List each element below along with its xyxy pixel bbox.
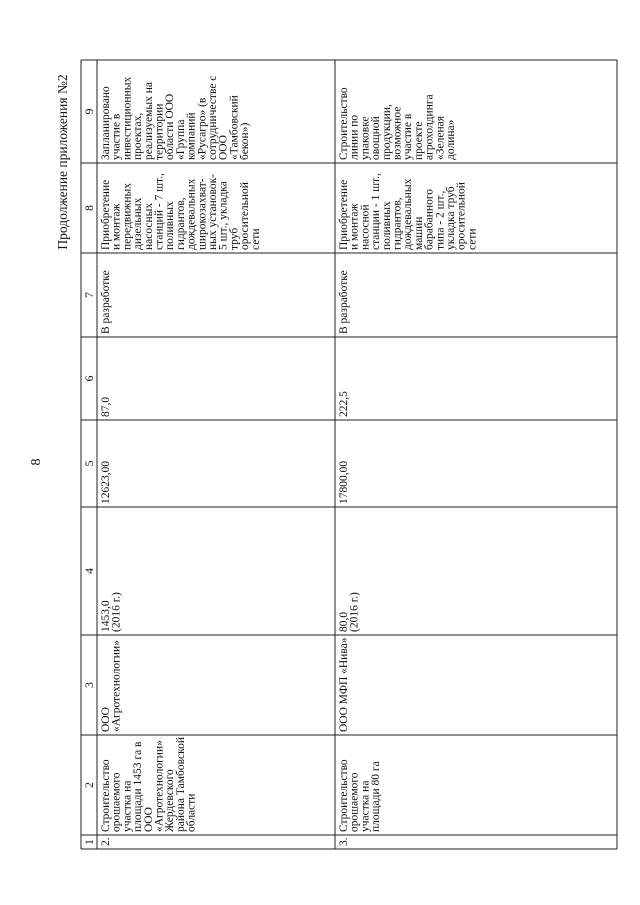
cell-col8: поливных — [164, 201, 177, 250]
cell-col2: Строительство — [100, 759, 112, 832]
cell-col9: участие в — [110, 113, 123, 160]
cell-col9: возможное — [391, 106, 404, 160]
cell-col3: ООО — [100, 707, 112, 732]
cell-col2: участка на — [121, 780, 134, 832]
cell-col9: компаний — [185, 112, 198, 160]
cell-col9: упаковке — [359, 116, 372, 160]
cell-col9: агрохолдинга — [423, 94, 436, 160]
cell-col8: гидрантов, — [174, 197, 187, 250]
cell-col3: ООО МФП «Нива» — [338, 637, 350, 732]
cell-col2: Строительство — [338, 759, 350, 832]
column-number-1: 1 — [82, 839, 96, 845]
cell-col2: площади 1453 га в — [132, 741, 145, 832]
page-number: 8 — [29, 458, 44, 466]
cell-col9: продукции, — [380, 104, 393, 160]
cell-col8: Приобретение — [100, 179, 112, 250]
cell-col8: дизельных — [132, 197, 145, 250]
cell-col5: 12623,00 — [100, 460, 112, 504]
cell-col7: В разработке — [338, 270, 350, 334]
cell-col8: машин — [412, 216, 425, 250]
continuation-title: Продолжение приложения №2 — [55, 74, 70, 250]
cell-col2: района Тамбовской — [174, 737, 187, 832]
cell-col4: 1453,0 — [100, 600, 112, 632]
cell-col9: «Тамбовский — [228, 95, 241, 160]
cell-col9: реализуемых на — [142, 82, 155, 160]
column-number-4: 4 — [82, 568, 96, 574]
cell-col2: ООО — [142, 807, 155, 832]
cell-col7: В разработке — [100, 270, 112, 334]
cell-col2: орошаемого — [110, 772, 123, 832]
cell-col8: укладка труб — [445, 186, 457, 250]
column-number-5: 5 — [82, 460, 96, 467]
cell-col8: ных установок- — [207, 173, 219, 250]
cell-col2: Жердевского — [164, 769, 177, 832]
row-number: 3. — [338, 837, 350, 846]
cell-col2: области — [185, 793, 198, 832]
column-number-7: 7 — [82, 292, 96, 298]
cell-col8: Приобретение — [338, 179, 350, 250]
cell-col8: насосной — [359, 204, 372, 250]
cell-col8: сети — [249, 228, 262, 250]
cell-col8: труб — [228, 227, 241, 250]
cell-col8: 5 шт., укладка — [217, 181, 230, 250]
cell-col6: 87,0 — [100, 396, 112, 417]
cell-col9: Запланировано — [100, 86, 112, 160]
cell-col8: барабанного — [423, 188, 436, 250]
cell-col9: проекте — [412, 121, 425, 160]
cell-col4: (2016 г.) — [110, 592, 123, 632]
cell-col8: оросительной — [239, 182, 252, 250]
cell-col9: области ООО — [164, 93, 177, 160]
cell-col2: участка на — [359, 780, 372, 832]
cell-col2: орошаемого — [348, 772, 361, 832]
cell-col9: «Зеленая — [434, 115, 447, 160]
cell-col9: территории — [153, 103, 166, 160]
cell-col9: долина» — [445, 119, 457, 160]
cell-col9: сотрудничестве с — [207, 75, 219, 160]
cell-col9: ООО — [217, 135, 230, 160]
cell-col8: и монтаж — [110, 203, 123, 250]
cell-col8: станций - 7 шт., — [153, 173, 166, 250]
cell-col3: «Агротехнологии» — [110, 640, 123, 732]
cell-col8: дождевальных — [185, 178, 198, 250]
cell-col8: широкозахват- — [196, 178, 209, 250]
cell-col4: (2016 г.) — [348, 592, 361, 632]
cell-col9: инвестиционных — [121, 76, 134, 160]
cell-col8: поливных — [380, 201, 393, 250]
cell-col9: «Группа — [174, 119, 187, 160]
cell-col8: гидрантов, — [391, 197, 404, 250]
cell-col9: участие в — [402, 113, 415, 160]
cell-col9: «Русагро» (в — [196, 97, 209, 160]
column-number-6: 6 — [82, 375, 96, 382]
cell-col9: Строительство — [338, 87, 350, 160]
cell-col2: «Агротехнологии» — [153, 740, 166, 832]
cell-col9: линии по — [348, 114, 361, 160]
row-number: 2. — [100, 837, 112, 846]
cell-col8: насосных — [142, 202, 155, 250]
column-number-8: 8 — [82, 205, 96, 211]
cell-col6: 222,5 — [338, 391, 350, 417]
cell-col8: сети — [466, 228, 479, 250]
cell-col8: типа - 2 шт., — [434, 190, 447, 250]
cell-col8: оросительной — [455, 182, 468, 250]
cell-col9: бекон») — [239, 122, 252, 160]
cell-col8: станции - 1 шт., — [370, 173, 383, 250]
cell-col9: проектах, — [132, 112, 145, 160]
column-number-2: 2 — [82, 782, 96, 788]
column-number-3: 3 — [82, 682, 96, 688]
cell-col5: 17800,00 — [338, 460, 350, 504]
cell-col8: передвижных — [121, 183, 134, 250]
cell-col8: дождевальных — [402, 178, 415, 250]
cell-col2: площади 80 га — [370, 761, 383, 832]
cell-col9: овощной — [370, 116, 383, 160]
column-number-9: 9 — [82, 108, 96, 115]
cell-col8: и монтаж — [348, 203, 361, 250]
cell-col4: 80,0 — [338, 611, 350, 632]
